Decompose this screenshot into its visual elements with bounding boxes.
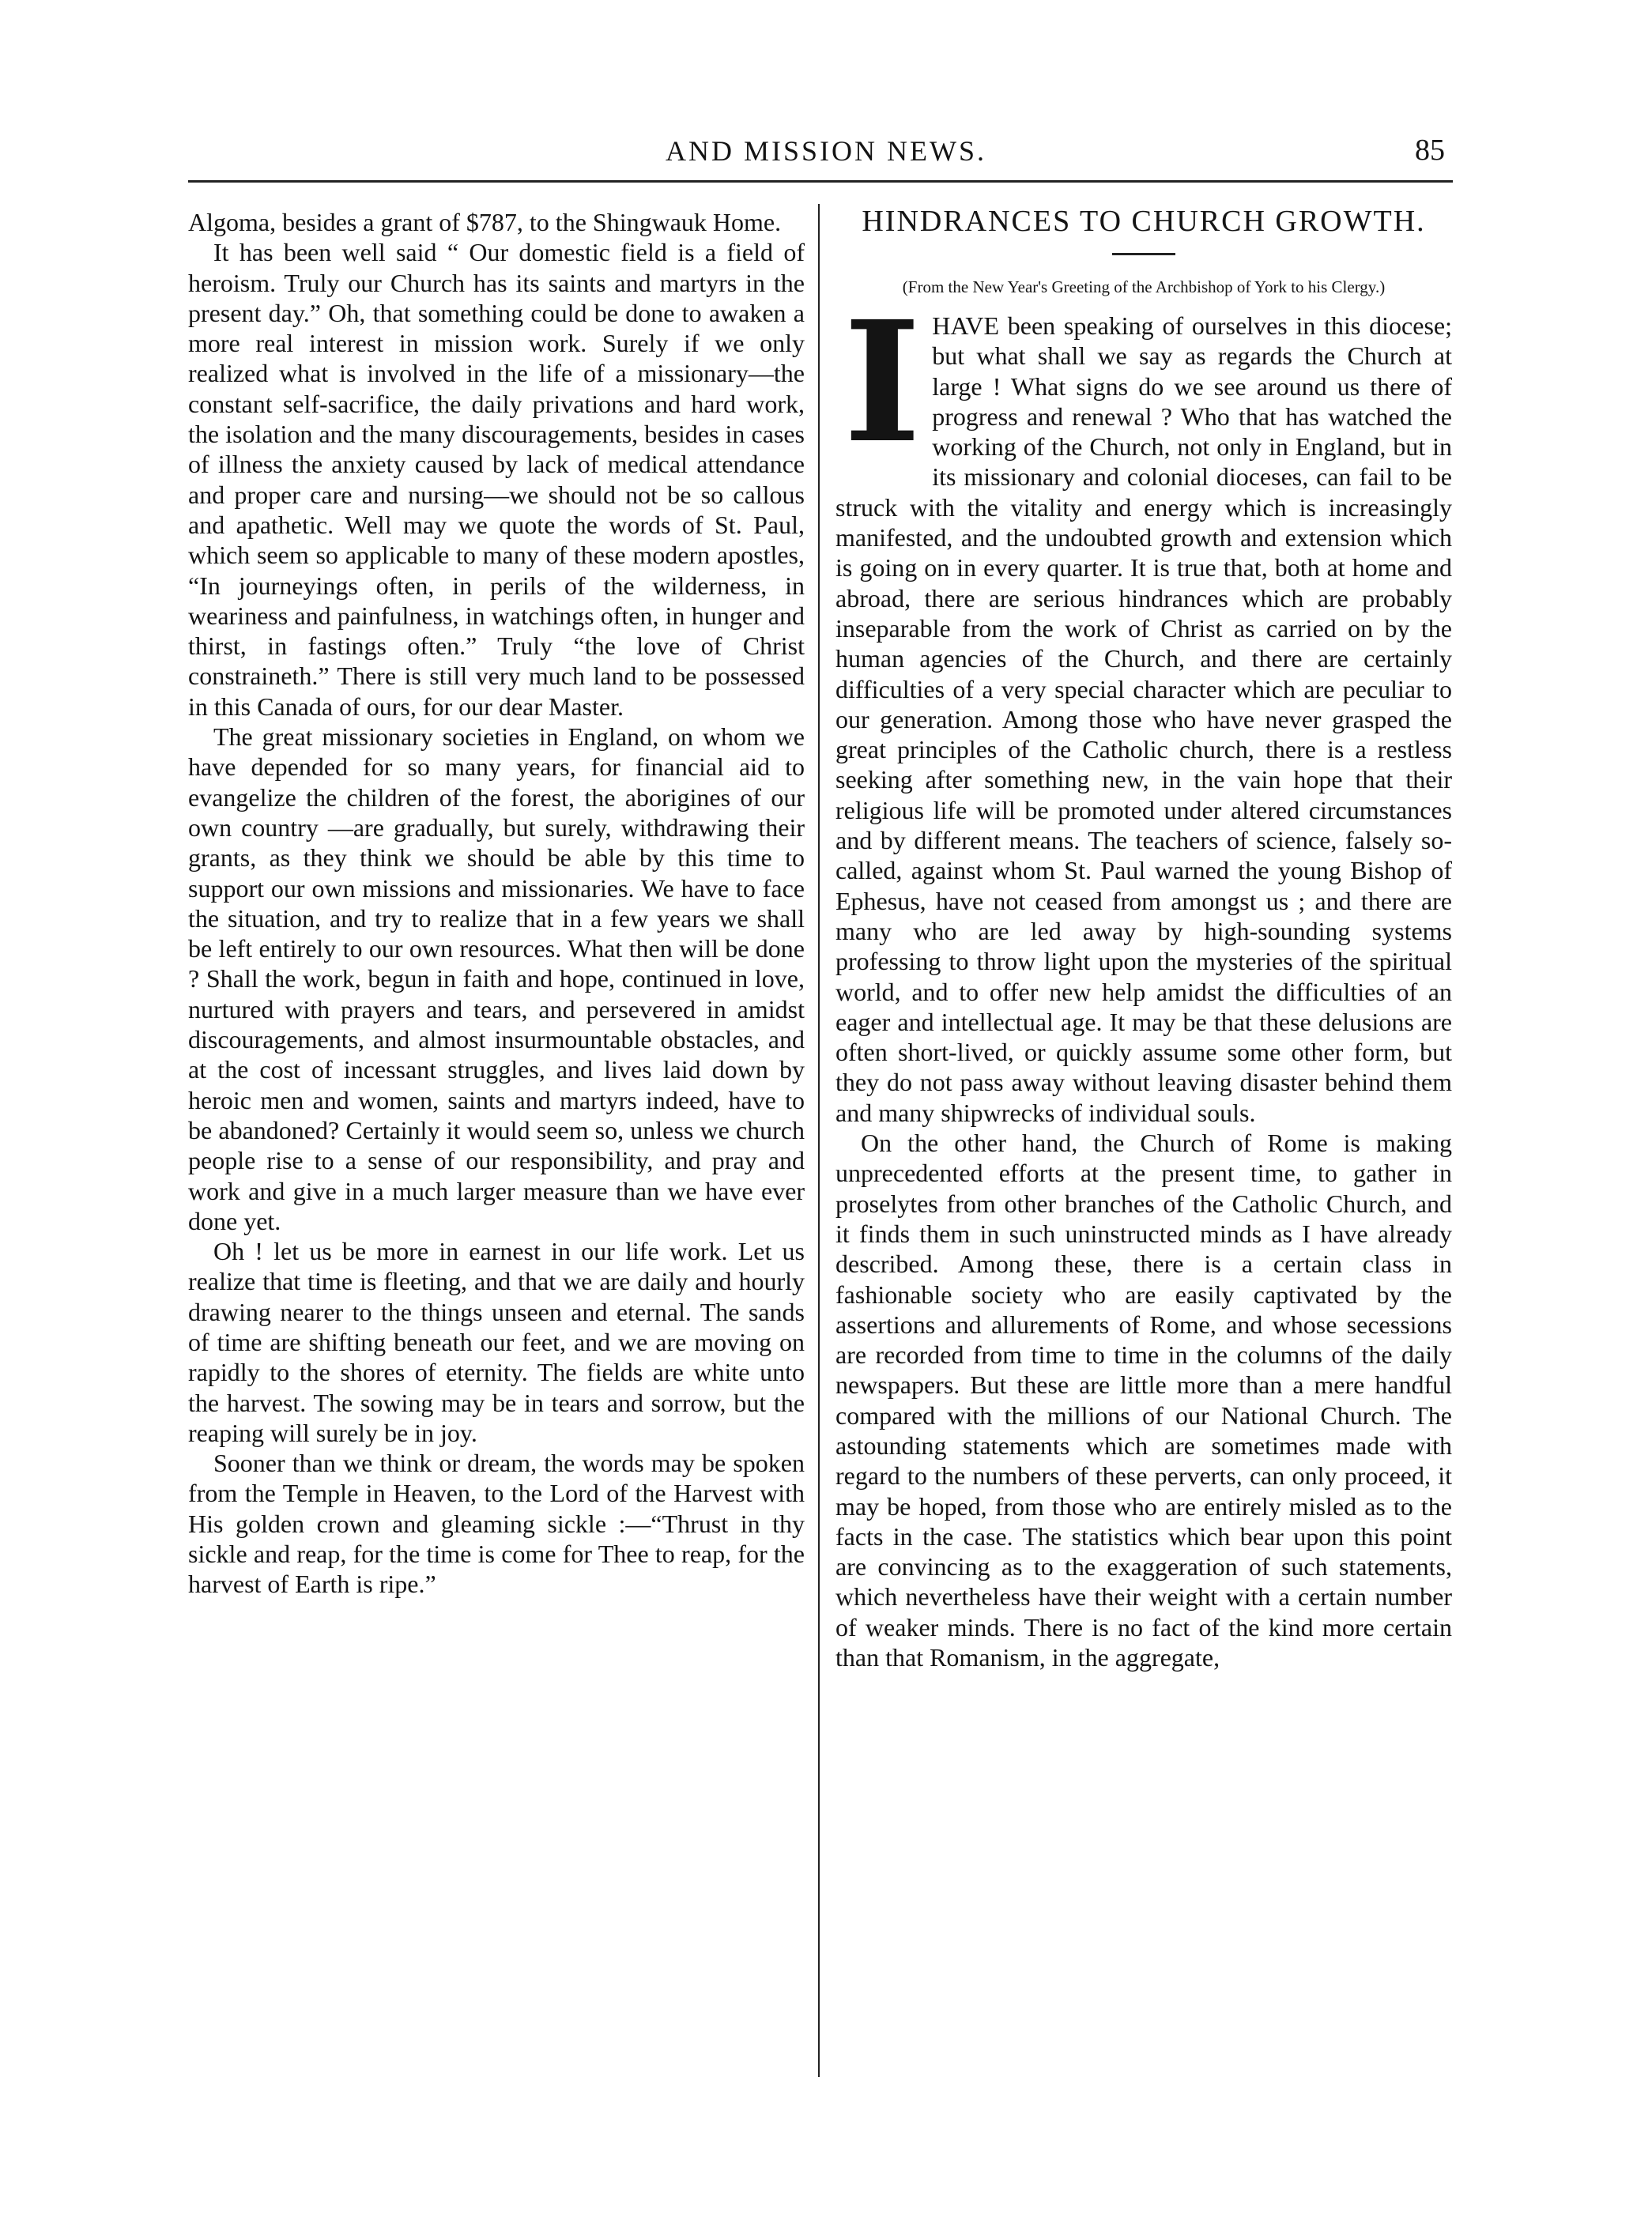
- left-paragraph-1: Algoma, besides a grant of $787, to the Shingwauk Home.: [188, 208, 782, 236]
- title-rule: [1112, 253, 1175, 255]
- left-paragraph-5: Sooner than we think or dream, the words may be spoken from the Temple in Heaven, to the Lord of the Harvest with His golden crown and gleaming sickle :—“Thrust in thy sickle and reap, for the time is come for Thee to reap, for the harvest of Earth is ripe.”: [188, 1449, 805, 1599]
- left-paragraph-3: The great missionary societies in England, on whom we have depended for so many years, for financial aid to evangelize the children of the forest, the aborigines of our own country —are gradually, but surely, withdrawing their grants, as they think we should be able by this time to support our own missions and missionaries. We have to face the situation, and try to realize that in a few years we shall be left entirely to our own resources. What then will be done ? Shall the work, begun in faith and hope, continued in love, nurtured with prayers and tears, and persevered in amidst discouragements, and almost insurmountable obstacles, and at the cost of incessant struggles, and lives laid down by heroic men and women, saints and martyrs indeed, have to be abandoned? Certainly it would seem so, unless we church people rise to a sense of our responsibility, and pray and work and give in a much larger measure than we have ever done yet.: [188, 722, 805, 1235]
- left-paragraph-2: It has been well said “ Our domestic field is a field of heroism. Truly our Church has its saints and martyrs in the present day.” Oh, that something could be done to awaken a more real interest in mission work. Surely if we only realized what is involved in the life of a missionary—the constant self-sacrifice, the daily privations and hard work, the isolation and the many discouragements, besides in cases of illness the anxiety caused by lack of medical attendance and proper care and nursing—we should not be so callous and apathetic. Well may we quote the words of St. Paul, which seem so applicable to many of these modern apostles, “In journeyings often, in perils of the wilderness, in weariness and painfulness, in watchings often, in hunger and thirst, in fastings often.” Truly “the love of Christ constraineth.” There is still very much land to be possessed in this Canada of ours, for our dear Master.: [188, 238, 805, 721]
- article-title: HINDRANCES TO CHURCH GROWTH.: [862, 205, 1426, 238]
- article-paragraph-1-text: HAVE been speaking of ourselves in this diocese; but what shall we say as regards the Church at large ! What signs do we see around us there of progress and renewal ? Who that has watched the working of the Church, not only in England, but in its missionary and colonial dioceses, can fail to be struck with the vitality and energy which is increasingly manifested, and the undoubted growth and extension which is going on in every quarter. It is true that, both at home and abroad, there are serious hindrances which are probably inseparable from the work of Christ as carried on by the human agencies of the Church, and there are certainly difficulties of a very special character which are peculiar to our generation. Among those who have never grasped the great principles of the Catholic church, there is a restless seeking after something new, in the vain hope that their religious life will be promoted under altered circumstances and by different means. The teachers of science, falsely so-called, against whom St. Paul warned the young Bishop of Ephesus, have not ceased from amongst us ; and there are many who are led away by high-sounding systems professing to throw light upon the mysteries of the spiritual world, and to offer new help amidst the difficulties of an eager and intellectual age. It may be that these delusions are often short-lived, or quickly assume some other form, but they do not pass away without leaving disaster behind them and many shipwrecks of individual souls.: [835, 311, 1452, 1127]
- source-note: (From the New Year's Greeting of the Archbishop of York to his Clergy.): [902, 277, 1386, 296]
- page-number: 85: [1415, 134, 1445, 167]
- header-rule: [188, 180, 1453, 183]
- left-paragraph-4: Oh ! let us be more in earnest in our life work. Let us realize that time is fleeting, and that we are daily and hourly drawing nearer to the things unseen and eternal. The sands of time are shifting beneath our feet, and we are moving on rapidly to the shores of eternity. The fields are white unto the harvest. The sowing may be in tears and sorrow, but the reaping will surely be in joy.: [188, 1237, 805, 1447]
- article-paragraph-2: On the other hand, the Church of Rome is making unprecedented efforts at the present time, to gather in proselytes from other branches of the Catholic Church, and it finds them in such uninstructed minds as I have already described. Among these, there is a certain class in fashionable society who are easily captivated by the assertions and allurements of Rome, and whose secessions are recorded from time to time in the columns of the daily newspapers. But these are little more than a mere handful compared with the millions of our National Church. The astounding statements which are sometimes made with regard to the numbers of these perverts, can only proceed, it may be hoped, from those who are entirely misled as to the facts in the case. The statistics which bear upon this point are convincing as to the exaggeration of such statements, which nevertheless have their weight with a certain number of weaker minds. There is no fact of the kind more certain than that Romanism, in the aggregate,: [835, 1129, 1452, 1672]
- drop-cap: I: [843, 285, 922, 480]
- column-divider: [818, 204, 820, 2077]
- right-column: [835, 204, 1452, 1672]
- running-header: AND MISSION NEWS.: [665, 135, 986, 167]
- left-column: [188, 207, 805, 1600]
